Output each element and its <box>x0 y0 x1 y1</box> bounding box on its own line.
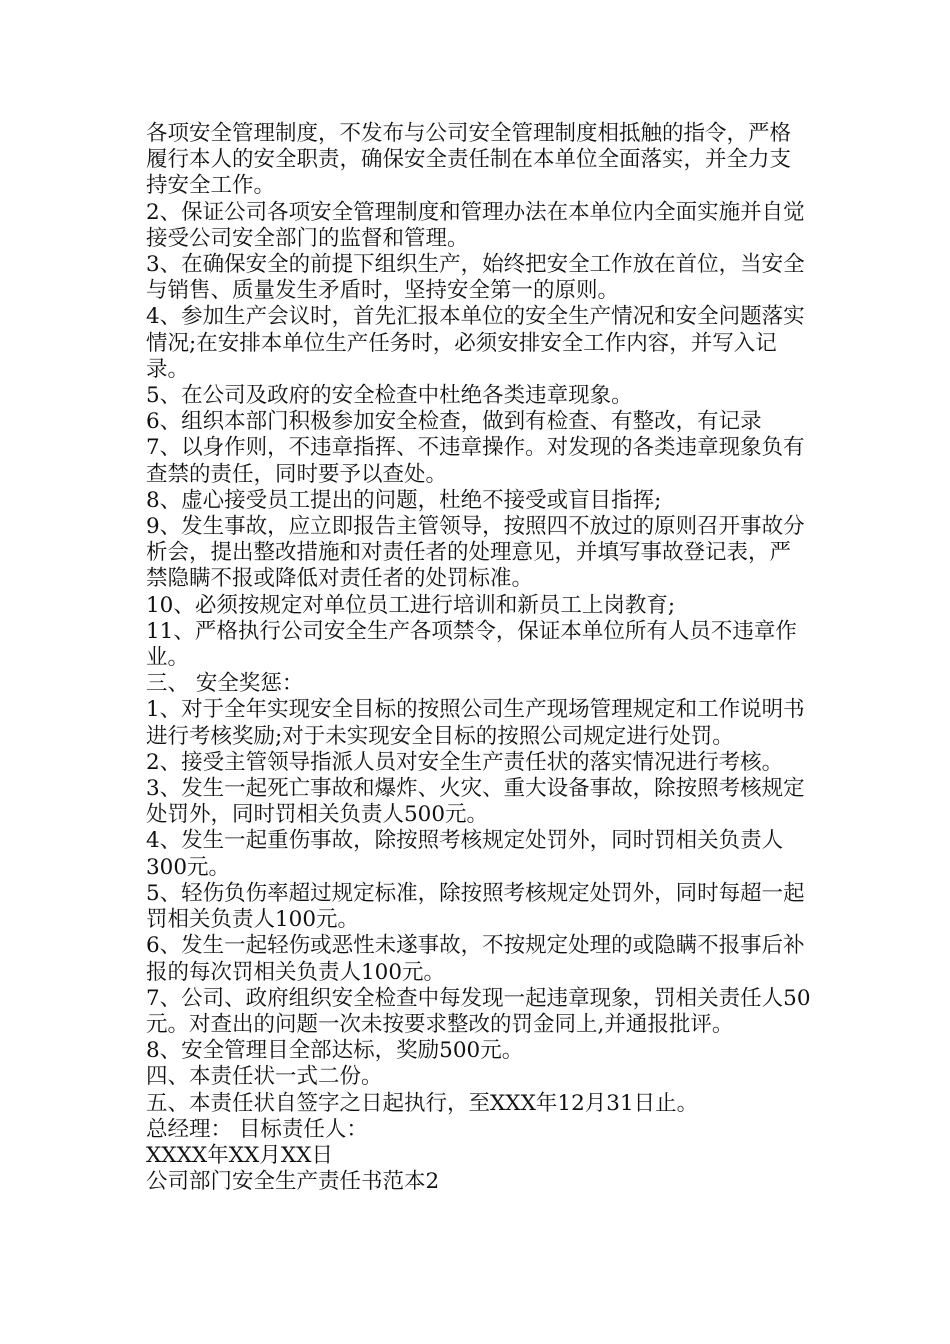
reward-item-7: 7、公司、政府组织安全检查中每发现一起违章现象，罚相关责任人50元。对查出的问题一次未按要求整改的罚金同上,并通报批评。 <box>146 985 811 1037</box>
paragraph-item-8: 8、虚心接受员工提出的问题，杜绝不接受或盲目指挥; <box>146 487 662 513</box>
date-line: XXXX年XX月XX日 <box>146 1142 333 1168</box>
paragraph-item-4: 4、参加生产会议时，首先汇报本单位的安全生产情况和安全问题落实情况;在安排本单位生产任务时，必须安排安全工作内容，并写入记录。 <box>146 304 805 382</box>
reward-item-4: 4、发生一起重伤事故，除按照考核规定处罚外，同时罚相关负责人300元。 <box>146 828 784 880</box>
reward-item-2: 2、接受主管领导指派人员对安全生产责任状的落实情况进行考核。 <box>146 749 784 775</box>
paragraph-item-10: 10、必须按规定对单位员工进行培训和新员工上岗教育; <box>146 592 676 618</box>
signature-line: 总经理： 目标责任人： <box>146 1116 368 1142</box>
paragraph-item-3: 3、在确保安全的前提下组织生产，始终把安全工作放在首位，当安全与销售、质量发生矛盾时，坚持安全第一的原则。 <box>146 252 805 304</box>
paragraph-item-11: 11、严格执行公司安全生产各项禁令，保证本单位所有人员不违章作业。 <box>146 618 797 671</box>
reward-item-6: 6、发生一起轻伤或恶性未遂事故，不按规定处理的或隐瞒不报事后补报的每次罚相关负责人100元。 <box>146 933 805 985</box>
reward-item-8: 8、安全管理目全部达标，奖励500元。 <box>146 1038 524 1064</box>
reward-item-3: 3、发生一起死亡事故和爆炸、火灾、重大设备事故，除按照考核规定处罚外，同时罚相关负责人500元。 <box>146 776 805 828</box>
paragraph-item-6: 6、组织本部门积极参加安全检查，做到有检查、有整改，有记录 <box>146 409 762 435</box>
document-body <box>146 121 812 1195</box>
section-effective-date: 五、本责任状自签字之日起执行，至XXX年12月31日止。 <box>146 1090 699 1116</box>
paragraph-item-9: 9、发生事故，应立即报告主管领导，按照四不放过的原则召开事故分析会，提出整改措施和对责任者的处理意见，并填写事故登记表，严禁隐瞒不报或降低对责任者的处罚标准。 <box>146 514 805 592</box>
next-document-title: 公司部门安全生产责任书范本2 <box>146 1169 440 1195</box>
section-copies: 四、本责任状一式二份。 <box>146 1064 383 1090</box>
paragraph-item-7: 7、以身作则，不违章指挥、不违章操作。对发现的各类违章现象负有查禁的责任，同时要予以查处。 <box>146 435 805 487</box>
reward-item-5: 5、轻伤负伤率超过规定标准，除按照考核规定处罚外，同时每超一起罚相关负责人100元。 <box>146 880 805 933</box>
section-heading-rewards: 三、 安全奖惩： <box>146 671 304 697</box>
paragraph-continuation: 各项安全管理制度，不发布与公司安全管理制度相抵触的指令，严格履行本人的安全职责，确保安全责任制在本单位全面落实，并全力支持安全工作。 <box>146 121 792 199</box>
paragraph-item-2: 2、保证公司各项安全管理制度和管理办法在本单位内全面实施并自觉接受公司安全部门的监督和管理。 <box>146 199 805 251</box>
paragraph-item-5: 5、在公司及政府的安全检查中杜绝各类违章现象。 <box>146 383 633 409</box>
reward-item-1: 1、对于全年实现安全目标的按照公司生产现场管理规定和工作说明书进行考核奖励;对于未实现安全目标的按照公司规定进行处罚。 <box>146 697 805 749</box>
